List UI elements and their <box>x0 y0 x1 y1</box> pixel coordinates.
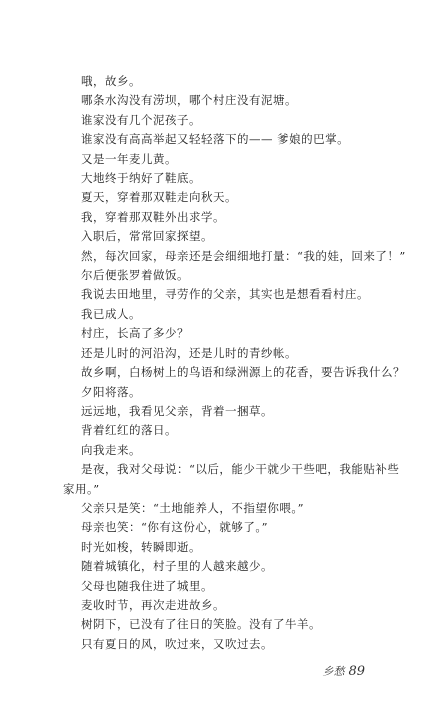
text-line: 麦收时节，再次走进故乡。 <box>81 597 225 612</box>
text-line: 向我走来。 <box>81 442 141 457</box>
page-number: 89 <box>348 664 365 679</box>
text-line: 我说去田地里，寻劳作的父亲，其实也是想看看村庄。 <box>81 287 369 302</box>
text-line: 家用。” <box>63 481 100 496</box>
text-line: 又是一年麦儿黄。 <box>81 151 177 166</box>
text-line: 哪条水沟没有涝坝，哪个村庄没有泥塘。 <box>81 93 297 108</box>
text-line: 故乡啊，白杨树上的鸟语和绿洲源上的花香，要告诉我什么？ <box>81 365 405 380</box>
text-line: 夕阳将落。 <box>81 384 141 399</box>
text-line: 尔后便张罗着做饭。 <box>81 268 189 283</box>
prose-text <box>63 72 406 654</box>
text-line: 树阴下，已没有了往日的笑脸。没有了牛羊。 <box>81 617 321 632</box>
text-line: 哦，故乡。 <box>81 74 141 88</box>
text-line: 远远地，我看见父亲，背着一捆草。 <box>81 403 273 418</box>
text-line: 大地终于纳好了鞋底。 <box>81 171 201 186</box>
text-line: 时光如梭，转瞬即逝。 <box>81 539 201 554</box>
text-line: 随着城镇化，村子里的人越来越少。 <box>81 559 273 574</box>
text-line: 父母也随我住进了城里。 <box>81 578 213 593</box>
text-line: 入职后，常常回家探望。 <box>81 229 213 244</box>
section-title: 乡愁 <box>322 665 345 678</box>
text-line: 我，穿着那双鞋外出求学。 <box>81 209 225 224</box>
text-line: 是夜，我对父母说：“以后，能少干就少干些吧，我能贴补些 <box>81 462 400 477</box>
text-line: 然，每次回家，母亲还是会细细地打量：“我的娃，回来了！” <box>81 248 406 263</box>
text-line: 我已成人。 <box>81 306 141 321</box>
text-line: 夏天，穿着那双鞋走向秋天。 <box>81 190 237 205</box>
text-line: 谁家没有几个泥孩子。 <box>81 112 201 127</box>
text-line: 村庄，长高了多少？ <box>81 326 189 341</box>
page-footer <box>322 663 365 679</box>
text-line: 只有夏日的风，吹过来，又吹过去。 <box>81 636 273 651</box>
text-line: 背着红红的落日。 <box>81 423 177 438</box>
text-line: 还是儿时的河沿沟，还是儿时的青纱帐。 <box>81 345 297 360</box>
text-line: 谁家没有高高举起又轻轻落下的—— 爹娘的巴掌。 <box>81 132 350 147</box>
text-line: 母亲也笑：“你有这份心，就够了。” <box>81 520 269 535</box>
text-line: 父亲只是笑：“土地能养人，不指望你喂。” <box>81 500 305 515</box>
